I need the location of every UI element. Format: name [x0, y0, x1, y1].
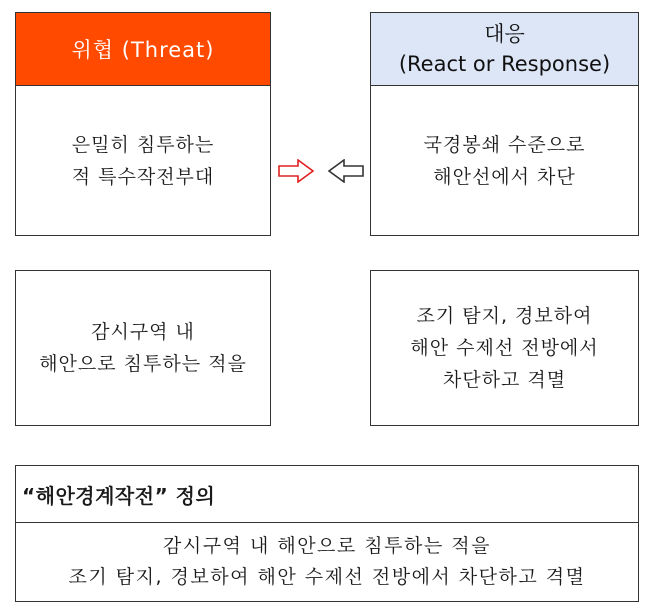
surveillance-line-2: 해안으로 침투하는 적을 [39, 353, 247, 375]
detection-line-3: 차단하고 격멸 [442, 369, 567, 391]
response-description [371, 86, 638, 235]
detection-line-1: 조기 탐지, 경보하여 [416, 305, 593, 327]
response-title-line-2: (React or Response) [398, 52, 611, 76]
detection-description [371, 271, 638, 425]
threat-box [15, 12, 271, 236]
threat-header [16, 13, 270, 86]
response-line-1: 국경봉쇄 수준으로 [423, 133, 586, 156]
response-header [371, 13, 638, 86]
detection-line-2: 해안 수제선 전방에서 [410, 337, 599, 359]
definition-header [16, 466, 638, 523]
hollow-left-arrow-icon [328, 159, 364, 183]
response-box [370, 12, 639, 236]
threat-line-2: 적 특수작전부대 [71, 165, 215, 188]
definition-description [16, 523, 638, 601]
definition-box [15, 465, 639, 602]
response-title-line-1: 대응 [484, 22, 525, 46]
detection-box [370, 270, 639, 426]
surveillance-description [16, 271, 270, 425]
definition-line-1: 감시구역 내 해안으로 침투하는 적을 [163, 535, 491, 557]
surveillance-line-1: 감시구역 내 [91, 321, 195, 343]
threat-line-1: 은밀히 침투하는 [71, 133, 215, 156]
response-line-2: 해안선에서 차단 [433, 165, 576, 188]
definition-title: “해안경계작전” 정의 [22, 483, 216, 508]
definition-line-2: 조기 탐지, 경보하여 해안 수제선 전방에서 차단하고 격멸 [68, 566, 586, 588]
threat-description [16, 86, 270, 235]
threat-title: 위협 (Threat) [71, 38, 215, 62]
surveillance-box [15, 270, 271, 426]
hollow-right-arrow-icon [278, 159, 314, 183]
